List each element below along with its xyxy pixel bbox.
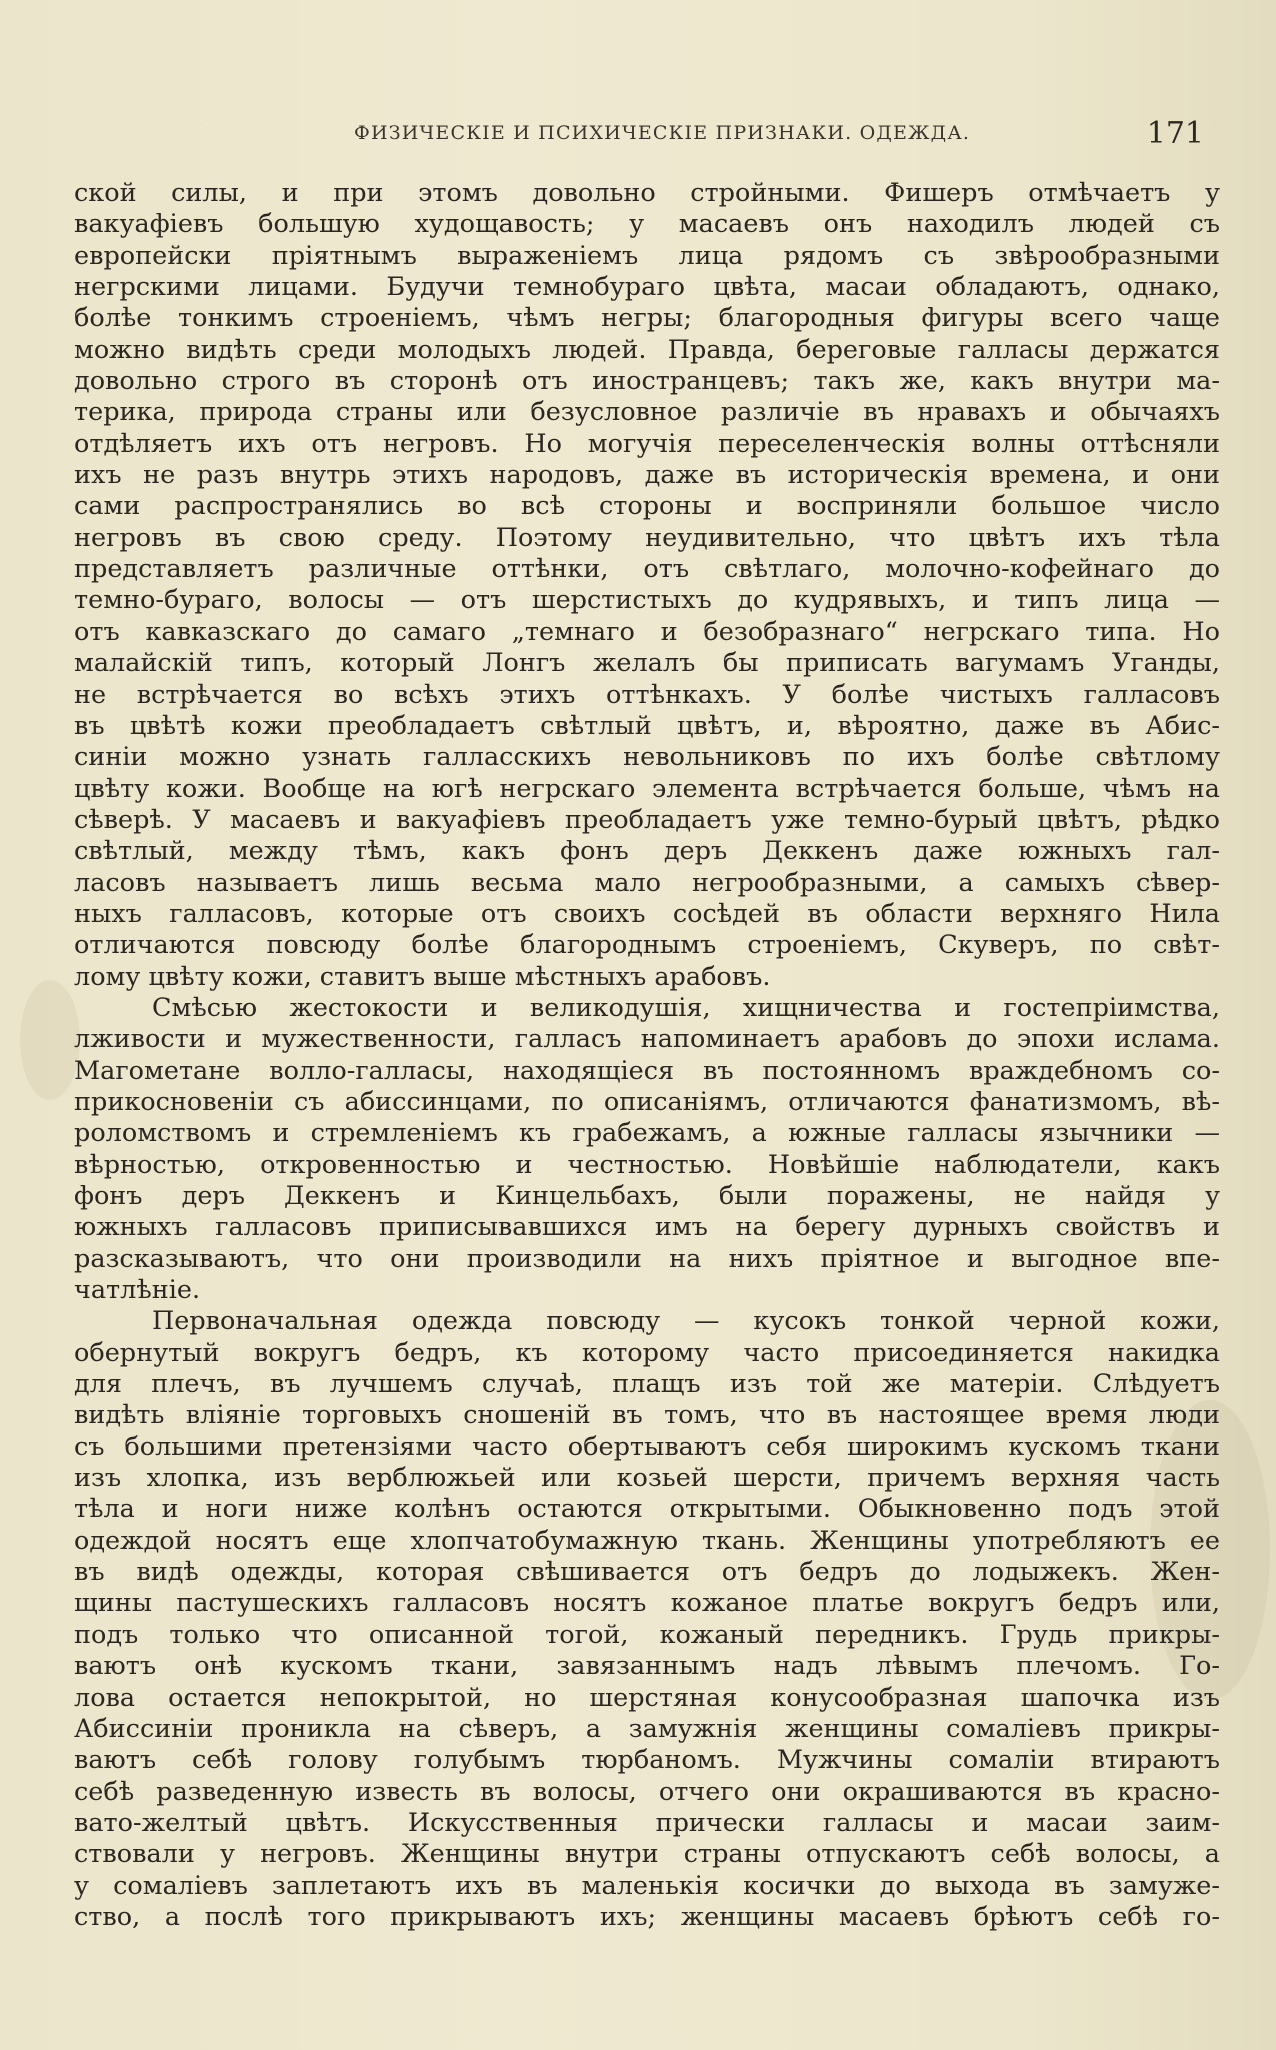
- text-line: ваютъ онѣ кускомъ ткани, завязаннымъ надъ лѣвымъ плечомъ. Го-: [74, 1651, 1220, 1682]
- text-line: ласовъ называетъ лишь весьма мало негрообразными, а самыхъ сѣвер-: [74, 867, 1220, 898]
- text-line: щины пастушескихъ галласовъ носятъ кожаное платье вокругъ бедръ или,: [74, 1588, 1220, 1619]
- text-line: въ видѣ одежды, которая свѣшивается отъ бедръ до лодыжекъ. Жен-: [74, 1557, 1220, 1588]
- text-line: сѣверѣ. У масаевъ и вакуафіевъ преобладаетъ уже темно-бурый цвѣтъ, рѣдко: [74, 804, 1220, 835]
- paper-stain: [20, 980, 80, 1100]
- text-line: представляетъ различные оттѣнки, отъ свѣтлаго, молочно-кофейнаго до: [74, 554, 1220, 585]
- text-line: отличаются повсюду болѣе благороднымъ строеніемъ, Скуверъ, по свѣт-: [74, 930, 1220, 961]
- text-line: цвѣту кожи. Вообще на югѣ негрскаго элемента встрѣчается больше, чѣмъ на: [74, 773, 1220, 804]
- text-line: Первоначальная одежда повсюду — кусокъ тонкой черной кожи,: [152, 1306, 1220, 1337]
- text-line: ваютъ себѣ голову голубымъ тюрбаномъ. Мужчины сомаліи втираютъ: [74, 1745, 1220, 1776]
- text-line: Смѣсью жестокости и великодушія, хищничества и гостепріимства,: [152, 992, 1220, 1023]
- text-line: тѣла и ноги ниже колѣнъ остаются открытыми. Обыкновенно подъ этой: [74, 1494, 1220, 1525]
- text-line: фонъ деръ Деккенъ и Кинцельбахъ, были поражены, не найдя у: [74, 1181, 1220, 1211]
- text-line: видѣть вліяніе торговыхъ сношеній въ томъ, что въ настоящее время люди: [74, 1400, 1220, 1431]
- text-line: лживости и мужественности, галласъ напоминаетъ арабовъ до эпохи ислама.: [74, 1024, 1220, 1055]
- text-line: синіи можно узнать галласскихъ невольниковъ по ихъ болѣе свѣтлому: [74, 742, 1220, 773]
- text-line: лова остается непокрытой, но шерстяная конусообразная шапочка изъ: [74, 1682, 1220, 1713]
- text-line: лому цвѣту кожи, ставитъ выше мѣстныхъ арабовъ.: [74, 961, 771, 992]
- text-line: Магометане волло-галласы, находящіеся въ постоянномъ враждебномъ со-: [74, 1055, 1220, 1086]
- text-line: въ цвѣтѣ кожи преобладаетъ свѣтлый цвѣтъ, и, вѣроятно, даже въ Абис-: [74, 710, 1220, 741]
- text-line: одеждой носятъ еще хлопчатобумажную ткань. Женщины употребляютъ ее: [74, 1525, 1220, 1556]
- text-line: южныхъ галласовъ приписывавшихся имъ на берегу дурныхъ свойствъ и: [74, 1212, 1220, 1243]
- text-line: отдѣляетъ ихъ отъ негровъ. Но могучія переселенческія волны оттѣсняли: [74, 428, 1220, 459]
- text-line: ныхъ галласовъ, которые отъ своихъ сосѣдей въ области верхняго Нила: [74, 898, 1220, 929]
- text-line: себѣ разведенную известь въ волосы, отчего они окрашиваются въ красно-: [74, 1776, 1220, 1807]
- text-line: ихъ не разъ внутрь этихъ народовъ, даже въ историческія времена, и они: [74, 460, 1220, 491]
- text-line: ской силы, и при этомъ довольно стройными. Фишеръ отмѣчаетъ у: [74, 178, 1220, 208]
- text-line: у сомаліевъ заплетаютъ ихъ въ маленькія косички до выхода въ замуже-: [74, 1870, 1220, 1901]
- text-line: малайскій типъ, который Лонгъ желалъ бы приписать вагумамъ Уганды,: [74, 648, 1220, 679]
- running-title: ФИЗИЧЕСКІЕ И ПСИХИЧЕСКІЕ ПРИЗНАКИ. ОДЕЖДА.: [354, 122, 971, 144]
- text-line: негровъ въ свою среду. Поэтому неудивительно, что цвѣтъ ихъ тѣла: [74, 522, 1220, 553]
- text-line: терика, природа страны или безусловное различіе въ нравахъ и обычаяхъ: [74, 397, 1220, 428]
- body-text: [74, 178, 1220, 1933]
- text-line: съ большими претензіями часто обертываютъ себя широкимъ кускомъ ткани: [74, 1431, 1220, 1462]
- text-line: европейски пріятнымъ выраженіемъ лица рядомъ съ звѣрообразными: [74, 240, 1220, 271]
- text-line: темно-бураго, волосы — отъ шерстистыхъ до кудрявыхъ, и типъ лица —: [74, 585, 1220, 616]
- text-line: сами распространялись во всѣ стороны и восприняли большое число: [74, 491, 1220, 522]
- text-line: болѣе тонкимъ строеніемъ, чѣмъ негры; благородныя фигуры всего чаще: [74, 303, 1220, 334]
- text-line: обернутый вокругъ бедръ, къ которому часто присоединяется накидка: [74, 1337, 1220, 1368]
- text-line: прикосновеніи съ абиссинцами, по описаніямъ, отличаются фанатизмомъ, вѣ-: [74, 1086, 1220, 1117]
- text-line: ствовали у негровъ. Женщины внутри страны отпускаютъ себѣ волосы, а: [74, 1839, 1220, 1870]
- page-number: 171: [1146, 116, 1204, 151]
- text-line: разсказываютъ, что они производили на нихъ пріятное и выгодное впе-: [74, 1243, 1220, 1274]
- text-line: Абиссиніи проникла на сѣверъ, а замужнія женщины сомаліевъ прикры-: [74, 1713, 1220, 1744]
- text-line: ство, а послѣ того прикрываютъ ихъ; женщины масаевъ брѣютъ себѣ го-: [74, 1901, 1220, 1932]
- text-line: чатлѣніе.: [74, 1275, 201, 1306]
- text-line: роломствомъ и стремленіемъ къ грабежамъ, а южные галласы язычники —: [74, 1118, 1220, 1149]
- page-header: [74, 116, 1224, 156]
- text-line: не встрѣчается во всѣхъ этихъ оттѣнкахъ. У болѣе чистыхъ галласовъ: [74, 679, 1220, 710]
- text-line: изъ хлопка, изъ верблюжьей или козьей шерсти, причемъ верхняя часть: [74, 1463, 1220, 1494]
- text-line: отъ кавказскаго до самаго „темнаго и безобразнаго“ негрскаго типа. Но: [74, 616, 1220, 647]
- text-line: для плечъ, въ лучшемъ случаѣ, плащъ изъ той же матеріи. Слѣдуетъ: [74, 1369, 1220, 1400]
- text-line: свѣтлый, между тѣмъ, какъ фонъ деръ Деккенъ даже южныхъ гал-: [74, 836, 1220, 867]
- text-line: подъ только что описанной тогой, кожаный передникъ. Грудь прикры-: [74, 1619, 1220, 1650]
- text-line: можно видѣть среди молодыхъ людей. Правда, береговые галласы держатся: [74, 334, 1220, 365]
- text-line: негрскими лицами. Будучи темнобураго цвѣта, масаи обладаютъ, однако,: [74, 272, 1220, 303]
- text-line: вѣрностью, откровенностью и честностью. Новѣйшіе наблюдатели, какъ: [74, 1149, 1220, 1180]
- text-line: вакуафіевъ большую худощавость; у масаевъ онъ находилъ людей съ: [74, 209, 1220, 240]
- text-line: довольно строго въ сторонѣ отъ иностранцевъ; такъ же, какъ внутри ма-: [74, 366, 1220, 397]
- text-line: вато-желтый цвѣтъ. Искусственныя прически галласы и масаи заим-: [74, 1807, 1220, 1838]
